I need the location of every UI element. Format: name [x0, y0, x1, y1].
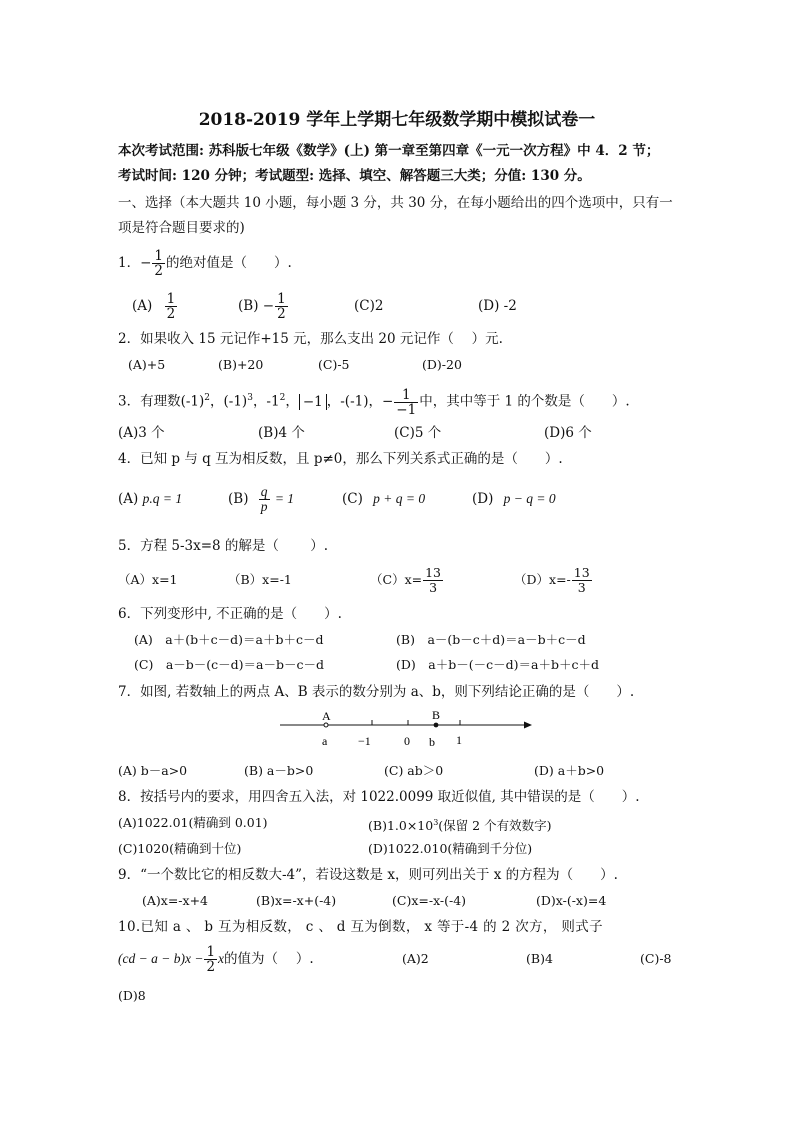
q1-a-den: 2: [166, 306, 176, 322]
label-point-A: A: [322, 709, 331, 723]
q5-c-fraction: [423, 566, 443, 595]
q1-fraction: [152, 249, 165, 278]
q1-b-fraction: [275, 292, 288, 321]
q3-fraction-num: 1: [394, 388, 418, 403]
q1-number: 1．: [118, 255, 141, 271]
section-heading-line2: 项是符合题目要求的): [118, 220, 245, 236]
question-5-stem: 5．方程 5-3x=8 的解是（ ）.: [118, 538, 329, 554]
q6-option-c: (C) a－b－(c－d)＝a－b－c－d: [134, 657, 324, 672]
q4-c-expr: p + q = 0: [373, 491, 426, 506]
question-10-expression: [118, 941, 314, 977]
q3-post: 中，其中等于 1 的个数是（ ）.: [419, 393, 630, 410]
q1-a-label: (A): [132, 298, 153, 314]
question-7-stem: 7．如图, 若数轴上的两点 A、B 表示的数分别为 a、b，则下列结论正确的是（ ）.: [118, 684, 635, 700]
q3-option-b: (B)4 个: [258, 425, 305, 441]
q10-option-a: (A)2: [402, 951, 429, 966]
q5-option-c: [370, 562, 444, 598]
q7-option-a: (A) b－a>0: [118, 763, 188, 778]
q5-d-num: 13: [573, 565, 590, 580]
q4-option-a: [118, 481, 182, 517]
q3-expr2-sup: 3: [247, 393, 253, 403]
q3-pre: 3．有理数: [118, 393, 181, 410]
point-a: [324, 723, 328, 727]
question-8-stem: 8．按括号内的要求，用四舍五入法，对 1022.0099 取近似值, 其中错误的是（ ）.: [118, 789, 640, 805]
q4-d-label: (D): [472, 491, 494, 507]
q10-expr: (cd − a − b)x −: [118, 951, 204, 966]
q4-b-fraction: [259, 485, 270, 514]
q9-option-c: (C)x=-x-(-4): [392, 893, 467, 908]
q2-option-c: (C)-5: [318, 357, 350, 372]
q5-option-b: （B）x=-1: [228, 572, 292, 587]
q7-option-c: (C) ab＞0: [384, 763, 444, 778]
q5-d-den: 3: [577, 580, 586, 595]
q3-expr2: ，(-1): [210, 393, 248, 410]
q4-a-expr: p.q = 1: [142, 491, 183, 506]
q3-expr1: (-1): [180, 393, 205, 410]
q3-option-d: (D)6 个: [544, 425, 592, 441]
q1-fraction-num: 1: [154, 248, 163, 264]
q2-option-d: (D)-20: [422, 357, 462, 372]
q10-option-b: (B)4: [526, 951, 553, 966]
q3-expr5: ，-(-1)，−: [326, 393, 394, 410]
q1-fraction-den: 2: [154, 263, 163, 279]
q8-b-pre: (B)1.0×10: [368, 818, 434, 834]
q9-option-b: (B)x=-x+(-4): [256, 893, 337, 908]
q1-option-c: (C)2: [354, 298, 384, 314]
q8-b-sup: 3: [433, 818, 439, 827]
q1-option-b: [238, 288, 289, 324]
q4-option-d: [472, 481, 556, 517]
label-a: a: [322, 734, 328, 748]
q3-option-a: (A)3 个: [118, 425, 165, 441]
q8-option-a: (A)1022.01(精确到 0.01): [118, 815, 268, 830]
q4-b-num: q: [260, 484, 268, 499]
label-zero: 0: [404, 734, 410, 748]
label-one: 1: [456, 733, 462, 747]
question-2-stem: 2．如果收入 15 元记作+15 元，那么支出 20 元记作（ ）元.: [118, 331, 503, 347]
q1-stem-text: 的绝对值是（ ）.: [166, 255, 292, 271]
q9-option-a: (A)x=-x+4: [142, 893, 209, 908]
q10-fraction-num: 1: [206, 944, 216, 960]
q4-b-label: (B): [228, 491, 249, 507]
label-minus-one: −1: [358, 734, 371, 748]
question-9-stem: 9．“一个数比它的相反数大-4”，若设这数是 x，则可列出关于 x 的方程为（ ）.: [118, 867, 618, 883]
q1-option-a: [132, 288, 178, 324]
q1-option-d: (D) -2: [478, 298, 517, 314]
q2-option-a: (A)+5: [128, 357, 166, 372]
exam-scope: 本次考试范围: 苏科版七年级《数学》(上) 第一章至第四章《一元一次方程》中 4．2 节；: [118, 143, 660, 159]
q10-option-d: (D)8: [118, 988, 146, 1003]
q1-b-den: 2: [277, 306, 286, 322]
q5-option-d: [514, 562, 593, 598]
q5-option-a: （A）x=1: [118, 572, 178, 587]
q4-d-expr: p − q = 0: [503, 491, 556, 506]
q4-b-den: p: [260, 499, 268, 514]
q10-option-c: (C)-8: [640, 951, 672, 966]
exam-title: 2018-2019 学年上学期七年级数学期中模拟试卷一: [198, 110, 596, 130]
q5-d-fraction: [572, 566, 592, 595]
q1-b-label: (B) −: [238, 298, 275, 314]
q4-a-label: (A): [118, 491, 139, 507]
q5-d-label: （D）x=-: [514, 572, 571, 587]
exam-time-info: 考试时间: 120 分钟；考试题型: 选择、填空、解答题三大类；分值: 130 分。: [118, 168, 591, 184]
q10-stem-end: 的值为（ ）.: [224, 951, 314, 967]
question-10-line1: 10.已知 a 、 b 互为相反数， c 、 d 互为倒数， x 等于-4 的 2 次方， 则式子: [118, 919, 603, 935]
q6-option-d: (D) a＋b－(－c－d)＝a＋b＋c＋d: [396, 657, 599, 672]
section-heading-line1: 一、选择（本大题共 10 小题，每小题 3 分，共 30 分，在每小题给出的四个选项中，只有一: [118, 195, 673, 211]
question-6-stem: 6．下列变形中, 不正确的是（ ）.: [118, 606, 342, 622]
q1-a-num: 1: [166, 291, 176, 307]
q8-b-post: (保留 2 个有效数字): [438, 818, 552, 834]
q3-fraction-den: −1: [396, 401, 417, 418]
q3-option-c: (C)5 个: [394, 425, 442, 441]
q7-option-b: (B) a－b>0: [244, 763, 314, 778]
question-4-stem: 4．已知 p 与 q 互为相反数，且 p≠0，那么下列关系式正确的是（ ）.: [118, 451, 563, 467]
q8-option-c: (C)1020(精确到十位): [118, 841, 242, 856]
q3-expr3: ，-1: [252, 393, 280, 410]
q5-c-num: 13: [425, 565, 441, 580]
question-1-stem: [118, 246, 292, 280]
q10-fraction-den: 2: [206, 959, 216, 975]
q9-option-d: (D)x-(-x)=4: [536, 893, 607, 908]
point-b: [434, 723, 439, 728]
number-line-arrow: [524, 722, 532, 729]
label-point-B: B: [432, 708, 441, 722]
q6-option-b: (B) a－(b－c＋d)＝a－b＋c－d: [396, 632, 586, 647]
q3-expr3-sup: 2: [279, 393, 286, 403]
q5-c-den: 3: [429, 580, 438, 595]
q7-option-d: (D) a＋b>0: [534, 763, 605, 778]
q2-option-b: (B)+20: [218, 357, 264, 372]
q3-expr4-pre: ，: [285, 393, 299, 410]
q4-option-b: [228, 481, 294, 517]
question-3-stem: [118, 381, 630, 418]
q1-b-num: 1: [277, 291, 286, 307]
q1-a-fraction: [165, 292, 178, 321]
label-b: b: [429, 735, 435, 749]
q10-expr-x: x: [218, 951, 225, 966]
q4-option-c: [342, 481, 425, 517]
q8-option-b: [368, 814, 551, 835]
q8-option-d: (D)1022.010(精确到千分位): [368, 841, 533, 856]
q4-c-label: (C): [342, 491, 363, 507]
q4-b-rest: = 1: [274, 491, 295, 506]
q6-option-a: (A) a＋(b＋c－d)＝a＋b＋c－d: [134, 632, 324, 647]
q1-minus: −: [140, 255, 152, 271]
q3-absolute-value: −1: [299, 394, 327, 410]
q3-expr1-sup: 2: [204, 393, 211, 403]
q10-fraction: [204, 945, 217, 974]
q3-fraction: [394, 388, 418, 417]
q5-c-label: （C）x=: [370, 572, 423, 587]
number-line-figure: [276, 705, 538, 755]
